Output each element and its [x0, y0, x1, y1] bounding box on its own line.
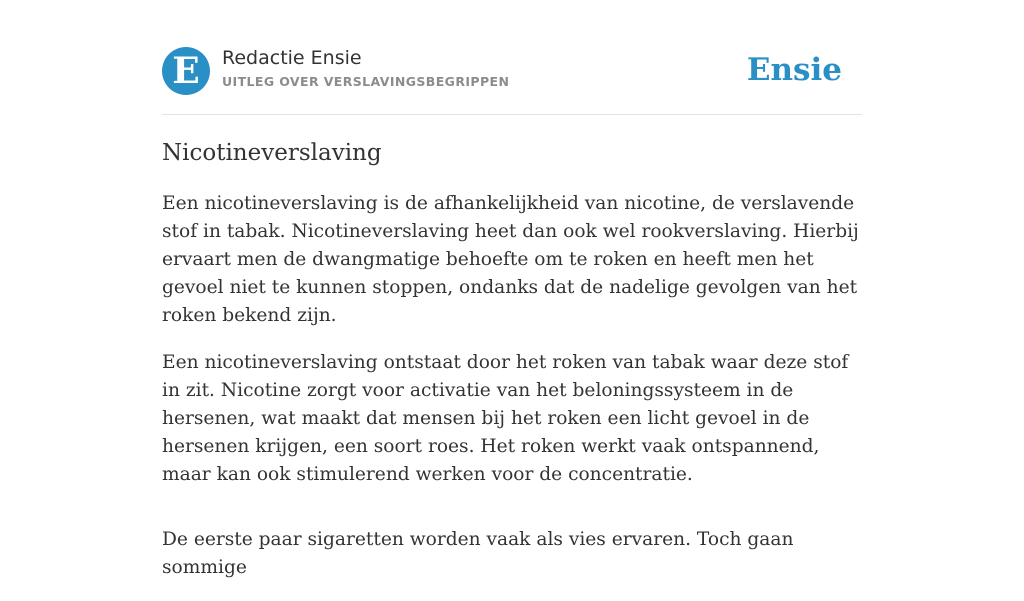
paragraph-2: Een nicotineverslaving ontstaat door het roken van tabak waar deze stof in zit. Nicotine zorgt voor activatie van het beloningssysteem in de hersenen, wat maakt dat mensen bij het roken een licht gevoel in de hersenen krijgen, een soort roes. Het roken werkt vaak ontspannend, maar kan ook stimulerend werken voor de concentratie.	[162, 352, 849, 485]
page-title: Nicotineverslaving	[162, 140, 382, 166]
article-body	[162, 190, 868, 601]
paragraph-1: Een nicotineverslaving is de afhankelijkheid van nicotine, de verslavende stof in tabak. Nicotineverslaving heet dan ook wel rookverslaving. Hierbij ervaart men de dwangmatige behoefte om te roken en heeft men het gevoel niet te kunnen stoppen, ondanks dat de nadelige gevolgen van het roken bekend zijn.	[162, 193, 859, 326]
author-subtitle: UITLEG OVER VERSLAVINGSBEGRIPPEN	[222, 74, 510, 89]
author-avatar[interactable]: E	[162, 47, 210, 95]
ensie-logo[interactable]: Ensie	[746, 52, 842, 88]
author-name[interactable]: Redactie Ensie	[222, 47, 362, 69]
article-header	[162, 46, 862, 115]
paragraph-3: De eerste paar sigaretten worden vaak als vies ervaren. Toch gaan sommige	[162, 529, 794, 578]
